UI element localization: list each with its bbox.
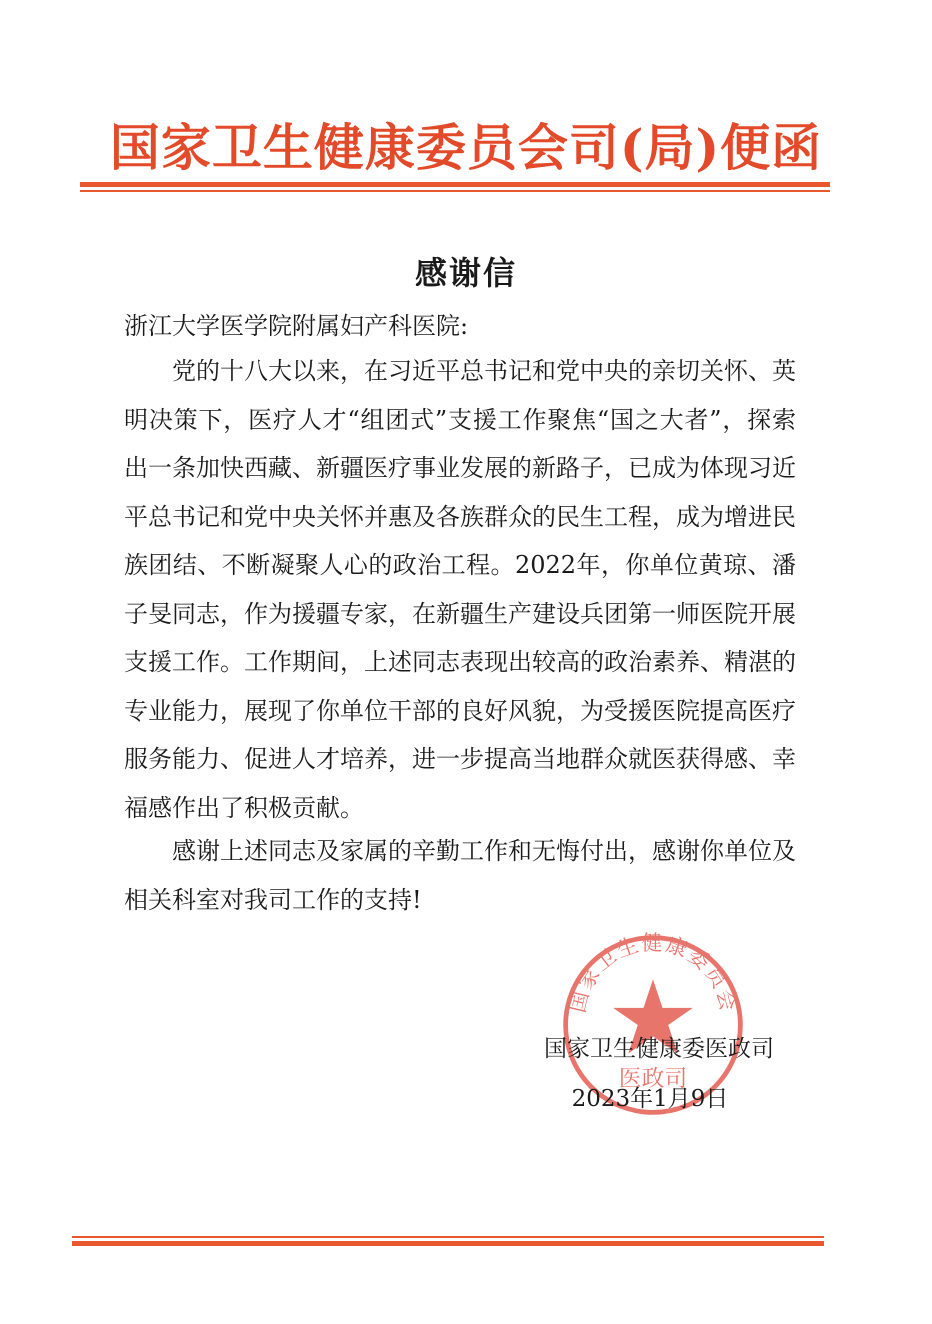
body-paragraph-2: 感谢上述同志及家属的辛勤工作和无悔付出，感谢你单位及相关科室对我司工作的支持! — [124, 837, 796, 914]
letterhead-divider — [80, 182, 830, 192]
body-paragraph-1: 党的十八大以来，在习近平总书记和党中央的亲切关怀、英明决策下，医疗人才“组团式”支援工作聚焦“国之大者”，探索出一条加快西藏、新疆医疗事业发展的新路子，已成为体现习近平总书记和党中央关怀并惠及各族群众的民生工程，成为增进民族团结、不断凝聚人心的政治工程。2022年，你单位黄琼、潘子旻同志，作为援疆专家，在新疆生产建设兵团第一师医院开展支援工作。工作期间，上述同志表现出较高的政治素养、精湛的专业能力，展现了你单位干部的良好风貌，为受援医院提高医疗服务能力、促进人才培养，进一步提高当地群众就医获得感、幸福感作出了积极贡献。 — [124, 357, 796, 822]
signature-date: 2023年1月9日 — [571, 1086, 729, 1112]
letter-title: 感谢信 — [414, 254, 517, 292]
salutation: 浙江大学医学院附属妇产科医院: — [124, 312, 469, 340]
signature-organization: 国家卫生健康委医政司 — [544, 1036, 774, 1062]
svg-text:医政司: 医政司 — [618, 1065, 688, 1092]
footer-divider — [72, 1236, 824, 1246]
svg-text:国家卫生健康委员会: 国家卫生健康委员会 — [565, 931, 741, 1015]
signature-block — [520, 1024, 780, 1124]
letterhead-title: 国家卫生健康委员会司(局)便函 — [109, 118, 823, 177]
